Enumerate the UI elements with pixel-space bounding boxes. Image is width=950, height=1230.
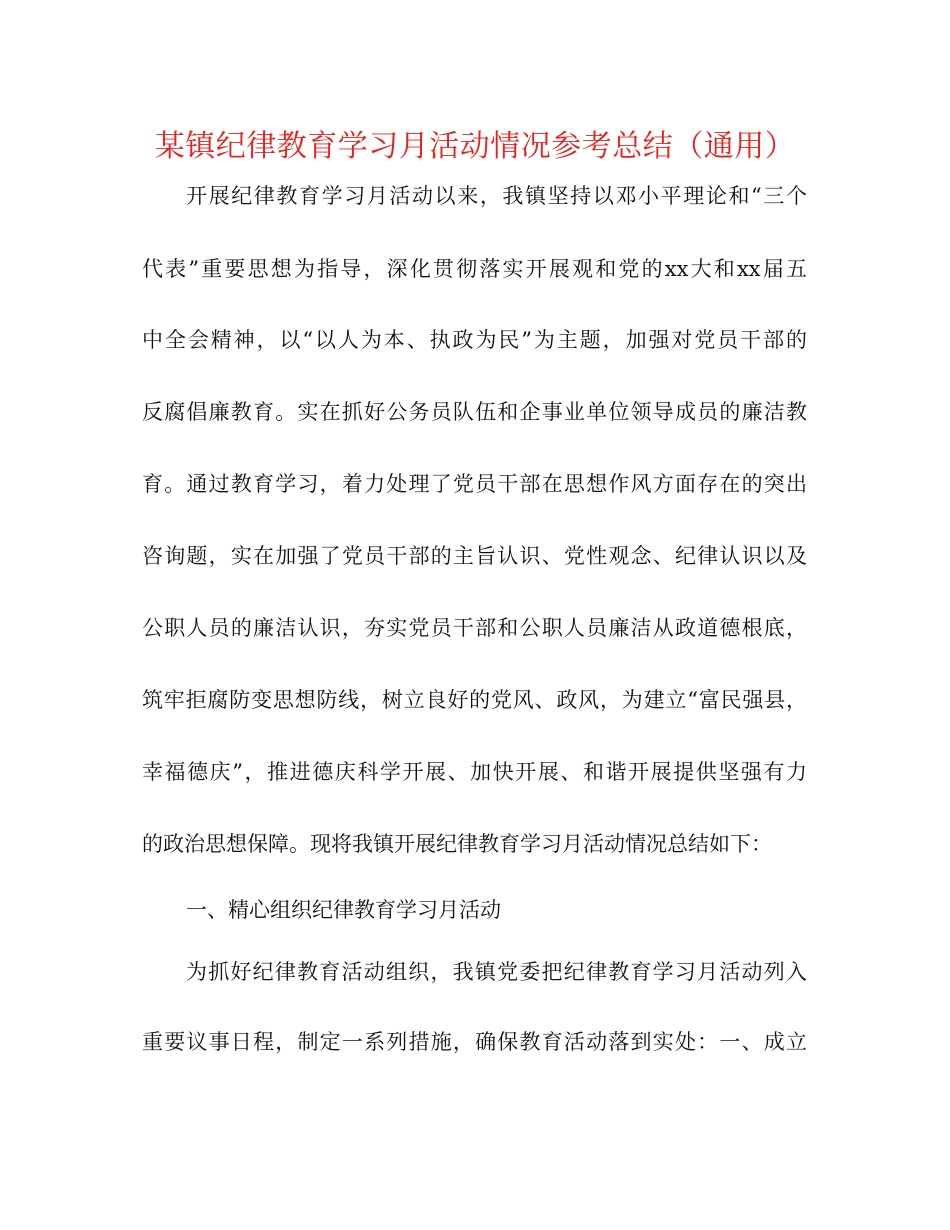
- paragraph-line: 代表”重要思想为指导，深化贯彻落实开展观和党的xx大和xx届五: [142, 257, 807, 281]
- paragraph-line: 筑牢拒腐防变思想防线，树立良好的党风、政风，为建立“富民强县，: [142, 688, 807, 712]
- paragraph-line: 反腐倡廉教育。实在抓好公务员队伍和企事业单位领导成员的廉洁教: [142, 400, 807, 424]
- paragraph-line: 重要议事日程，制定一系列措施，确保教育活动落到实处：一、成立: [142, 1030, 807, 1054]
- paragraph-line: 公职人员的廉洁认识，夯实党员干部和公职人员廉洁从政道德根底，: [142, 616, 807, 640]
- paragraph-line: 咨询题，实在加强了党员干部的主旨认识、党性观念、纪律认识以及: [142, 544, 807, 568]
- paragraph-line: 的政治思想保障。现将我镇开展纪律教育学习月活动情况总结如下：: [142, 832, 772, 856]
- paragraph-line: 幸福德庆”，推进德庆科学开展、加快开展、和谐开展提供坚强有力: [142, 760, 807, 784]
- section-heading: 一、精心组织纪律教育学习月活动: [186, 898, 501, 922]
- paragraph-line: 开展纪律教育学习月活动以来，我镇坚持以邓小平理论和“三个: [186, 184, 807, 208]
- paragraph-line: 育。通过教育学习，着力处理了党员干部在思想作风方面存在的突出: [142, 472, 807, 496]
- document-title: 某镇纪律教育学习月活动情况参考总结（通用）: [154, 129, 796, 164]
- paragraph-line: 为抓好纪律教育活动组织，我镇党委把纪律教育学习月活动列入: [186, 960, 807, 984]
- paragraph-line: 中全会精神，以“以人为本、执政为民”为主题，加强对党员干部的: [142, 328, 807, 352]
